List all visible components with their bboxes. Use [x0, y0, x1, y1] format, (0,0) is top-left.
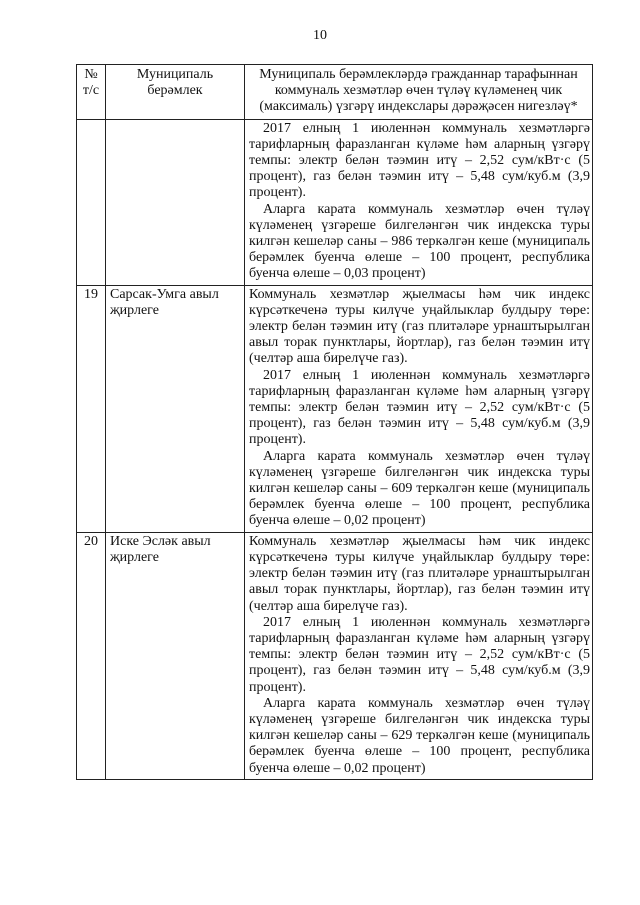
row-number: 20 — [77, 532, 106, 779]
row-municipality — [106, 119, 245, 285]
table-row — [77, 285, 593, 532]
row-municipality: Иске Эсләк авыл җирлеге — [106, 532, 245, 779]
paragraph-service-set: Коммуналь хезмәтләр җыелмасы һәм чик индекс күрсәткеченә туры килүче уңайлыклар булдыру төре: электр белән тәэмин итү (газ плитәләре урнаштырылган авыл торак пунктлары, йортлар), газ белән тәэмин итү (челтәр аша бирелүче газ). — [249, 286, 590, 367]
paragraph-service-set: Коммуналь хезмәтләр җыелмасы һәм чик индекс күрсәткеченә туры килүче уңайлыклар булдыру төре: электр белән тәэмин итү (газ плитәләре урнаштырылган авыл торак пунктлары, йортлар), газ белән тәэмин итү (челтәр аша бирелүче газ). — [249, 533, 590, 614]
row-number — [77, 119, 106, 285]
header-number: № т/с — [77, 65, 106, 120]
row-description — [245, 532, 593, 779]
table-row — [77, 532, 593, 779]
row-municipality: Сарсак-Умга авыл җирлеге — [106, 285, 245, 532]
row-description — [245, 285, 593, 532]
page-number: 10 — [313, 28, 327, 43]
row-description — [245, 119, 593, 285]
paragraph-people-count: Аларга карата коммуналь хезмәтләр өчен түләү күләменең үзгәреше билгеләнгән чик индекска туры килгән кешеләр саны – 609 теркәлгән кеше (муниципаль берәмлек буенча өлеше – 100 процент, республика буенча өлеше – 0,02 процент) — [249, 448, 590, 529]
tariff-index-table — [76, 64, 593, 780]
paragraph-people-count: Аларга карата коммуналь хезмәтләр өчен түләү күләменең үзгәреше билгеләнгән чик индекска туры килгән кешеләр саны – 986 теркәлгән кеше (муниципаль берәмлек буенча өлеше – 100 процент, республика буенча өлеше – 0,03 процент) — [249, 201, 590, 282]
paragraph-people-count: Аларга карата коммуналь хезмәтләр өчен түләү күләменең үзгәреше билгеләнгән чик индекска туры килгән кешеләр саны – 629 теркәлгән кеше (муниципаль берәмлек буенча өлеше – 100 процент, республика буенча өлеше – 0,02 процент) — [249, 695, 590, 776]
table-header-row — [77, 65, 593, 120]
header-municipality: Муниципаль берәмлек — [106, 65, 245, 120]
paragraph-tariffs: 2017 елның 1 июленнән коммуналь хезмәтләргә тарифларның фаразланган күләме һәм аларның үзгәрү темпы: электр белән тәэмин итү – 2,52 сум/кВт·с (5 процент), газ белән тәэмин итү – 5,48 сум/куб.м (3,9 процент). — [249, 367, 590, 448]
paragraph-tariffs: 2017 елның 1 июленнән коммуналь хезмәтләргә тарифларның фаразланган күләме һәм аларның үзгәрү темпы: электр белән тәэмин итү – 2,52 сум/кВт·с (5 процент), газ белән тәэмин итү – 5,48 сум/куб.м (3,9 процент). — [249, 614, 590, 695]
header-description: Муниципаль берәмлекләрдә гражданнар тарафыннан коммуналь хезмәтләр өчен түләү күләменең чик (максималь) үзгәрү индекслары дәрәҗәсен нигезләү* — [245, 65, 593, 120]
table-row — [77, 119, 593, 285]
paragraph-tariffs: 2017 елның 1 июленнән коммуналь хезмәтләргә тарифларның фаразланган күләме һәм аларның үзгәрү темпы: электр белән тәэмин итү – 2,52 сум/кВт·с (5 процент), газ белән тәэмин итү – 5,48 сум/куб.м (3,9 процент). — [249, 120, 590, 201]
row-number: 19 — [77, 285, 106, 532]
